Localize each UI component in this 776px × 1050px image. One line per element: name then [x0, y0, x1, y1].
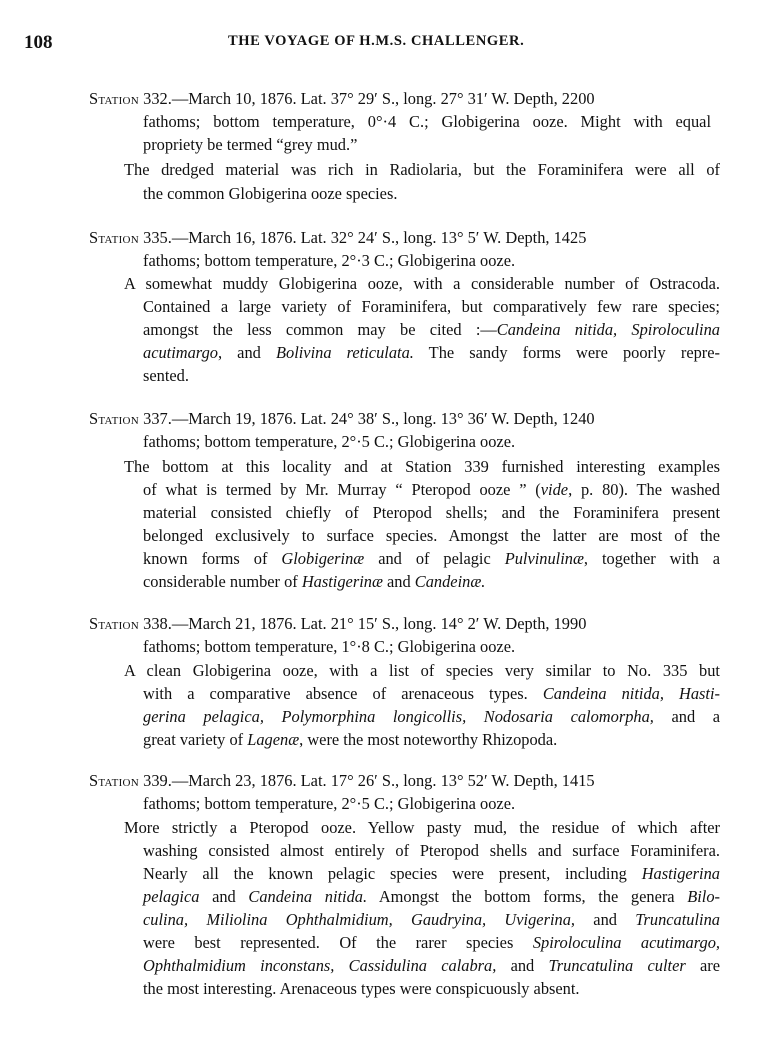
page-number: 108 — [24, 32, 53, 53]
entry-line: A somewhat muddy Globigerina ooze, with a considerable number of Ostracoda. — [124, 274, 720, 293]
station-heading: Station 335.—March 16, 1876. Lat. 32° 24′ S., long. 13° 5′ W. Depth, 1425 — [89, 228, 587, 247]
entry-line: belonged exclusively to surface species. Amongst the latter are most of the — [143, 526, 720, 545]
station-label: Station — [89, 409, 140, 428]
entry-line: amongst the less common may be cited :—Candeina nitida, Spiroloculina — [143, 320, 720, 339]
entry-line: culina, Miliolina Ophthalmidium, Gaudryina, Uvigerina, and Truncatulina — [143, 910, 720, 929]
entry-line: the common Globigerina ooze species. — [143, 184, 398, 203]
entry-line: fathoms; bottom temperature, 1°·8 C.; Globigerina ooze. — [143, 637, 516, 656]
entry-line: sented. — [143, 366, 189, 385]
entry-line: The dredged material was rich in Radiolaria, but the Foraminifera were all of — [124, 160, 720, 179]
entry-line: known forms of Globigerinæ and of pelagic Pulvinulinæ, together with a — [143, 549, 720, 568]
entry-line: Ophthalmidium inconstans, Cassidulina calabra, and Truncatulina culter are — [143, 956, 721, 975]
entry-line: material consisted chiefly of Pteropod shells; and the Foraminifera present — [143, 503, 720, 522]
entry-line: The bottom at this locality and at Station 339 furnished interesting examples — [124, 457, 720, 476]
entry-line: acutimargo, and Bolivina reticulata. The sandy forms were poorly repre- — [143, 343, 720, 362]
entry-line: Contained a large variety of Foraminifera, but comparatively few rare species; — [143, 297, 720, 316]
entry-line: Nearly all the known pelagic species were present, including Hastigerina — [143, 864, 720, 883]
station-label: Station — [89, 89, 140, 108]
entry-line: gerina pelagica, Polymorphina longicollis, Nodosaria calomorpha, and a — [143, 707, 721, 726]
entry-line: More strictly a Pteropod ooze. Yellow pasty mud, the residue of which after — [124, 818, 720, 837]
entry-line: pelagica and Candeina nitida. Amongst the bottom forms, the genera Bilo- — [143, 887, 720, 906]
entry-line: fathoms; bottom temperature, 0°·4 C.; Globigerina ooze. Might with equal — [143, 112, 711, 131]
entry-line: with a comparative absence of arenaceous types. Candeina nitida, Hasti- — [143, 684, 720, 703]
entry-line: washing consisted almost entirely of Pteropod shells and surface Foraminifera. — [143, 841, 720, 860]
station-heading: Station 338.—March 21, 1876. Lat. 21° 15′ S., long. 14° 2′ W. Depth, 1990 — [89, 614, 587, 633]
running-title: THE VOYAGE OF H.M.S. CHALLENGER. — [228, 33, 525, 49]
entry-line: considerable number of Hastigerinæ and Candeinæ. — [143, 572, 486, 591]
station-label: Station — [89, 614, 140, 633]
entry-line: great variety of Lagenæ, were the most noteworthy Rhizopoda. — [143, 730, 558, 749]
entry-line: fathoms; bottom temperature, 2°·5 C.; Globigerina ooze. — [143, 794, 516, 813]
entry-line: of what is termed by Mr. Murray “ Pteropod ooze ” (vide, p. 80). The washed — [143, 480, 720, 499]
page-header — [0, 32, 776, 56]
station-heading: Station 337.—March 19, 1876. Lat. 24° 38′ S., long. 13° 36′ W. Depth, 1240 — [89, 409, 595, 428]
entry-line: were best represented. Of the rarer species Spiroloculina acutimargo, — [143, 933, 720, 952]
entry-line: A clean Globigerina ooze, with a list of species very similar to No. 335 but — [124, 661, 720, 680]
entry-line: fathoms; bottom temperature, 2°·3 C.; Globigerina ooze. — [143, 251, 516, 270]
station-label: Station — [89, 228, 140, 247]
entry-line: fathoms; bottom temperature, 2°·5 C.; Globigerina ooze. — [143, 432, 516, 451]
entry-line: propriety be termed “grey mud.” — [143, 135, 358, 154]
station-heading: Station 339.—March 23, 1876. Lat. 17° 26′ S., long. 13° 52′ W. Depth, 1415 — [89, 771, 595, 790]
station-heading: Station 332.—March 10, 1876. Lat. 37° 29′ S., long. 27° 31′ W. Depth, 2200 — [89, 89, 595, 108]
entry-line: the most interesting. Arenaceous types were conspicuously absent. — [143, 979, 580, 998]
station-label: Station — [89, 771, 140, 790]
